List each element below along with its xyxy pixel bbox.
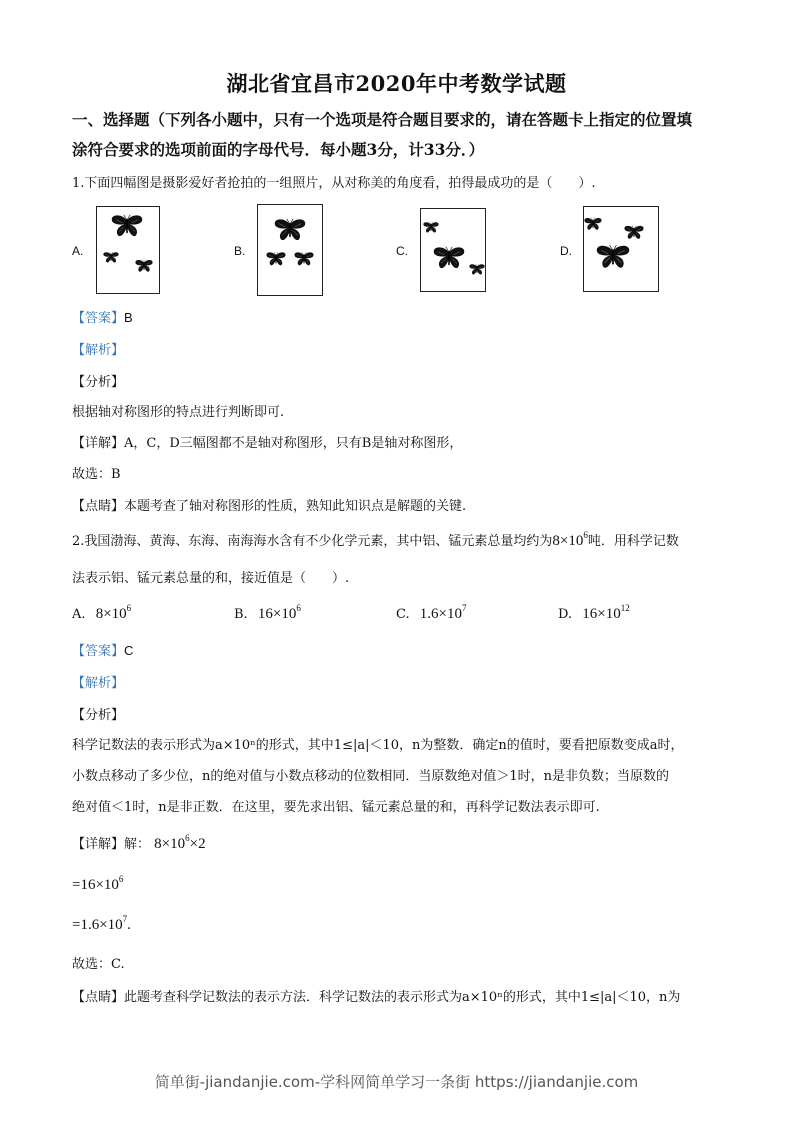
q2-fenxi-line1: 科学记数法的表示形式为a×10ⁿ的形式，其中1≤|a|＜10，n为整数．确定n的值时，要看把原数变成a时， bbox=[72, 738, 684, 753]
q2-analysis-tag: 【解析】 bbox=[72, 675, 125, 690]
q1-option-c-label: C. bbox=[396, 244, 408, 258]
q1-stem: 1.下面四幅图是摄影爱好者抢拍的一组照片，从对称美的角度看，拍得最成功的是（ ）. bbox=[72, 176, 596, 191]
section-heading-line1: 一、选择题（下列各小题中，只有一个选项是符合题目要求的，请在答题卡上指定的位置填 bbox=[72, 110, 693, 129]
q2-xiangjie: 【详解】解： $8\times 10^6\times 2$ bbox=[72, 833, 206, 852]
page-title: 湖北省宜昌市2020年中考数学试题 bbox=[226, 71, 567, 96]
q1-option-b-label: B. bbox=[234, 244, 246, 258]
q1-choice: 故选：B bbox=[72, 467, 121, 482]
q2-option-d: D. $16\times 10^{12}$ bbox=[558, 603, 630, 622]
q1-fenxi-text: 根据轴对称图形的特点进行判断即可. bbox=[72, 405, 285, 420]
q2-option-b: B. $16\times 10^6$ bbox=[234, 603, 301, 622]
q2-fenxi-line3: 绝对值＜1时，n是非正数．在这里，要先求出铝、锰元素总量的和，再科学记数法表示即可. bbox=[72, 800, 600, 815]
q1-option-b-photo bbox=[257, 204, 323, 296]
q2-option-a: A. $8\times 10^6$ bbox=[72, 603, 132, 622]
footer-watermark: 简单街-jiandanjie.com-学科网简单学习一条街 https://jiandanjie.com bbox=[154, 1073, 639, 1091]
butterfly-icon bbox=[584, 207, 658, 291]
q2-option-c: C. $1.6\times 10^7$ bbox=[396, 603, 467, 622]
q1-option-d-label: D. bbox=[560, 244, 572, 258]
q2-fenxi-tag: 【分析】 bbox=[72, 708, 125, 723]
q1-option-c-photo bbox=[420, 208, 486, 292]
q1-answer: 【答案】B bbox=[72, 310, 133, 325]
q2-fenxi-line2: 小数点移动了多少位，n的绝对值与小数点移动的位数相同．当原数绝对值＞1时，n是非负数；当原数的 bbox=[72, 769, 670, 784]
q2-stem-line2: 法表示铝、锰元素总量的和，接近值是（ ）. bbox=[72, 571, 350, 586]
q1-dianjing: 【点睛】本题考查了轴对称图形的性质，熟知此知识点是解题的关键. bbox=[72, 499, 467, 514]
butterfly-icon bbox=[421, 209, 485, 291]
q1-xiangjie: 【详解】A，C，D三幅图都不是轴对称图形，只有B是轴对称图形， bbox=[72, 436, 463, 451]
q2-dianjing: 【点睛】此题考查科学记数法的表示方法．科学记数法的表示形式为a×10ⁿ的形式，其中1≤|a|＜10，n为 bbox=[72, 990, 681, 1005]
q1-fenxi-tag: 【分析】 bbox=[72, 375, 125, 390]
q2-answer: 【答案】C bbox=[72, 643, 134, 658]
q1-analysis-tag: 【解析】 bbox=[72, 342, 125, 357]
q2-stem-line1: 2.我国渤海、黄海、东海、南海海水含有不少化学元素，其中铝、锰元素总量均约为$8\times 10^6$吨．用科学记数 bbox=[72, 530, 679, 549]
q2-step2: $=16\times 10^6$ bbox=[72, 874, 124, 893]
section-heading-line2: 涂符合要求的选项前面的字母代号．每小题3分，计33分．） bbox=[72, 140, 485, 159]
q1-option-a-label: A. bbox=[72, 244, 84, 258]
q2-choice: 故选：C. bbox=[72, 957, 125, 972]
butterfly-icon bbox=[97, 207, 159, 293]
q2-step3: $=1.6\times 10^7$. bbox=[72, 914, 131, 933]
q1-option-d-photo bbox=[583, 206, 659, 292]
q1-option-a-photo bbox=[96, 206, 160, 294]
butterfly-icon bbox=[258, 205, 322, 295]
